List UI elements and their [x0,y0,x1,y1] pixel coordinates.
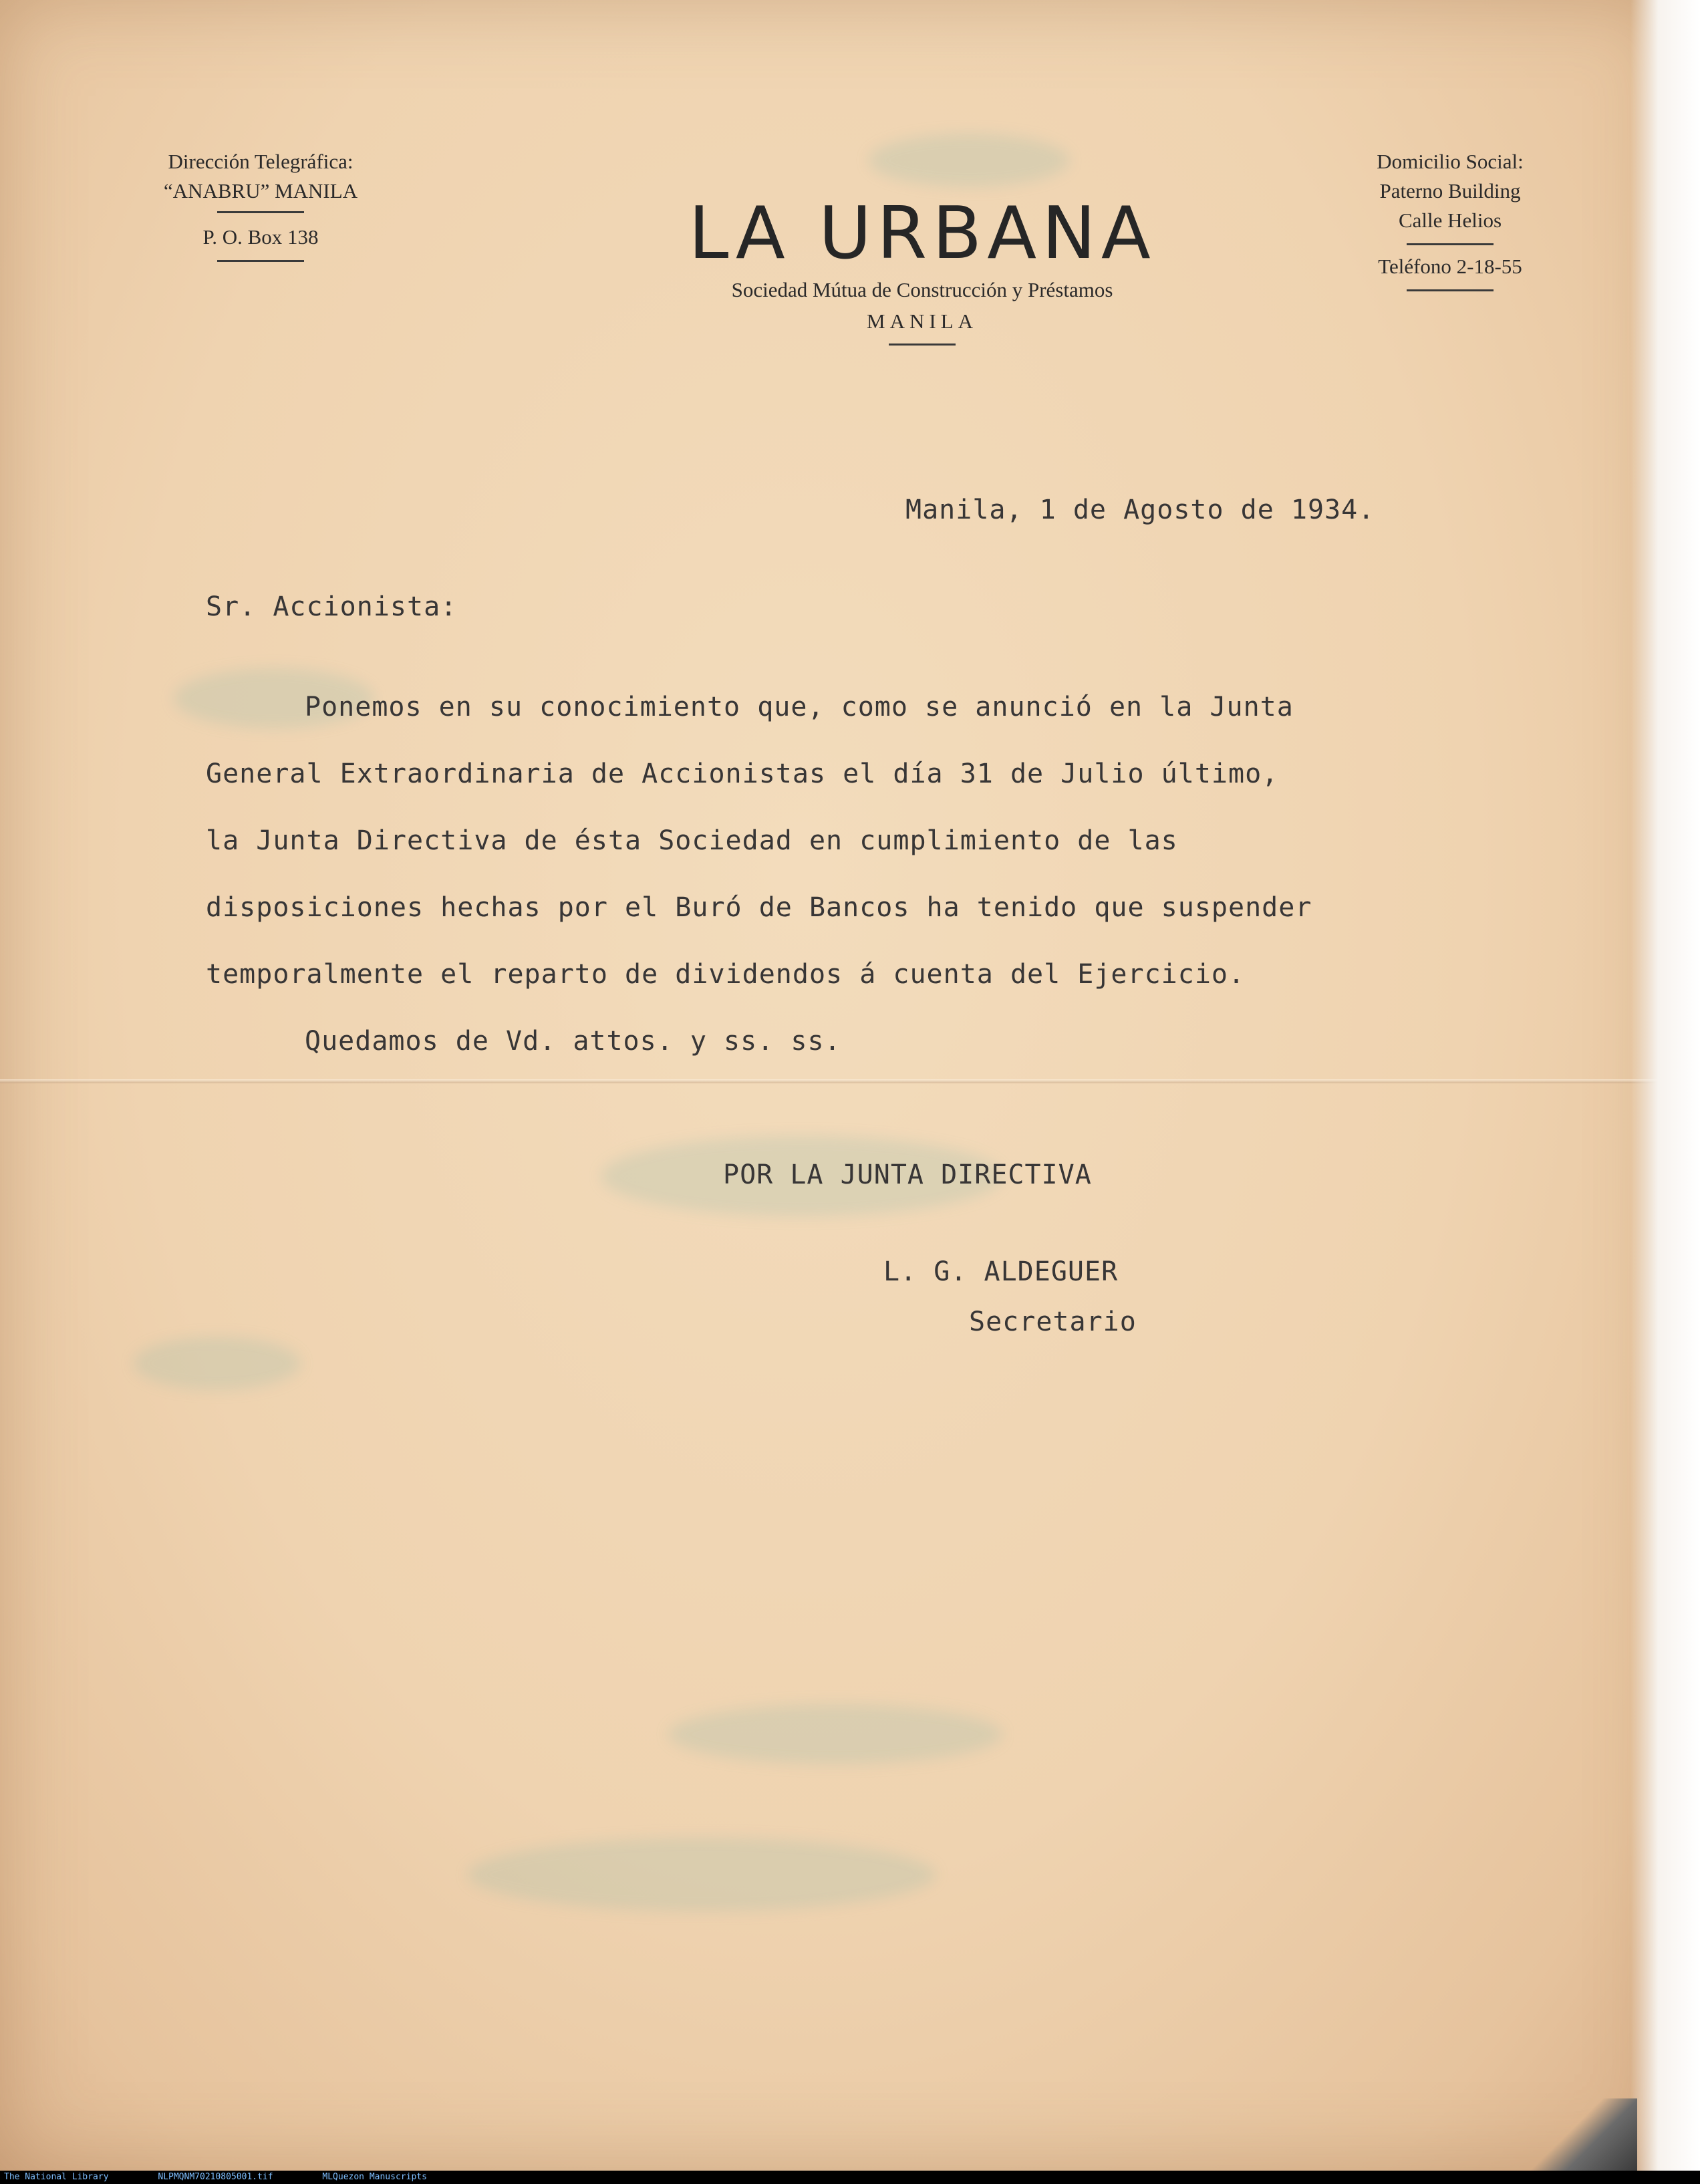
building: Paterno Building [1379,179,1521,202]
divider [1407,243,1494,245]
footer-collection: MLQuezon Manuscripts [322,2172,427,2182]
signer-name: L. G. ALDEGUER [883,1256,1119,1287]
divider [1407,289,1494,291]
signatory-line: POR LA JUNTA DIRECTIVA [723,1159,1092,1190]
footer-file: NLPMQNM70210805001.tif [158,2172,273,2182]
letterhead-right [1330,147,1570,291]
telegraphic-address: “ANABRU” MANILA [163,179,358,202]
footer-library: The National Library [4,2172,109,2182]
body-line: disposiciones hechas por el Buró de Bancos ha tenido que suspender [206,892,1312,923]
letterhead-left [120,147,401,262]
divider [217,260,304,262]
letter-date: Manila, 1 de Agosto de 1934. [905,495,1375,525]
phone: Teléfono 2-18-55 [1378,255,1522,278]
scan-footer [0,2171,1700,2184]
torn-corner [1530,2098,1637,2172]
salutation: Sr. Accionista: [206,591,458,622]
horizontal-fold [0,1079,1671,1083]
letterhead-center [521,194,1323,346]
signer-title: Secretario [969,1307,1137,1337]
company-name: LA URBANA [688,192,1156,275]
company-subtitle: Sociedad Mútua de Construcción y Préstamos [731,278,1113,301]
paper-edge [1631,0,1700,2171]
body-line: temporalmente el reparto de dividendos á cuenta del Ejercicio. [206,959,1246,990]
closing: Quedamos de Vd. attos. y ss. ss. [305,1026,841,1057]
address-label: Domicilio Social: [1377,150,1524,173]
divider [217,211,304,213]
divider [889,344,956,346]
company-city: MANILA [867,309,978,333]
body-line: la Junta Directiva de ésta Sociedad en cumplimiento de las [206,825,1178,856]
telegraphic-label: Dirección Telegráfica: [168,150,353,173]
street: Calle Helios [1398,209,1502,232]
po-box: P. O. Box 138 [202,225,319,249]
body-line: General Extraordinaria de Accionistas el día 31 de Julio último, [206,759,1279,789]
body-line: Ponemos en su conocimiento que, como se anunció en la Junta [305,692,1294,722]
